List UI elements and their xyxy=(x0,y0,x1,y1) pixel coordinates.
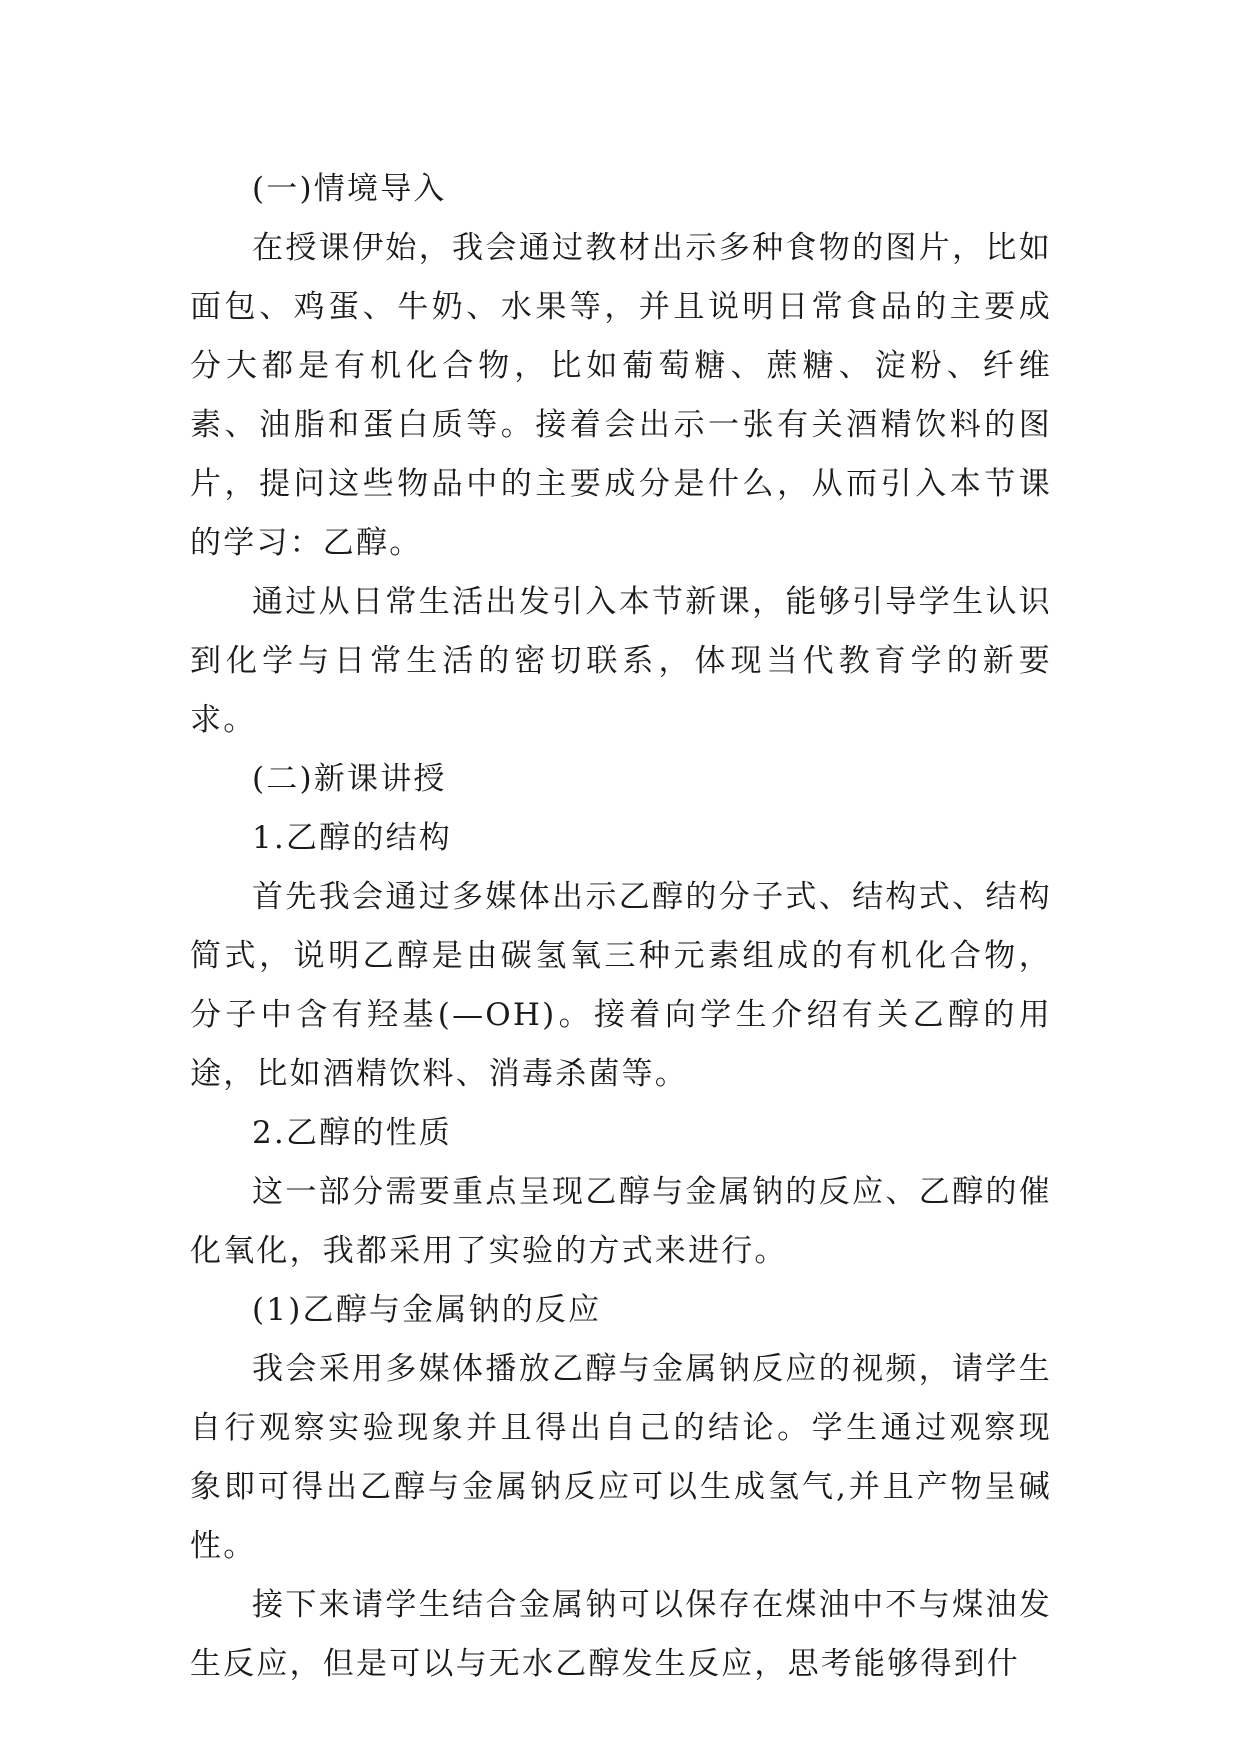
paragraph-properties: 这一部分需要重点呈现乙醇与金属钠的反应、乙醇的催化氧化，我都采用了实验的方式来进行。 xyxy=(190,1174,1052,1269)
paragraph-sodium-thinking: 接下来请学生结合金属钠可以保存在煤油中不与煤油发生反应，但是可以与无水乙醇发生反应，思考能够得到什 xyxy=(190,1587,1052,1682)
paragraph-sodium-video: 我会采用多媒体播放乙醇与金属钠反应的视频，请学生自行观察实验现象并且得出自己的结论。学生通过观察现象即可得出乙醇与金属钠反应可以生成氢气,并且产物呈碱性。 xyxy=(190,1351,1052,1564)
subheading-sodium-reaction: (1)乙醇与金属钠的反应 xyxy=(252,1292,602,1328)
paragraph-intro-purpose: 通过从日常生活出发引入本节新课，能够引导学生认识到化学与日常生活的密切联系，体现当代教育学的新要求。 xyxy=(190,584,1052,738)
paragraph-structure: 首先我会通过多媒体出示乙醇的分子式、结构式、结构简式，说明乙醇是由碳氢氧三种元素组成的有机化合物，分子中含有羟基(—OH)。接着向学生介绍有关乙醇的用途，比如酒精饮料、消毒杀菌等。 xyxy=(190,879,1052,1092)
subheading-properties: 2.乙醇的性质 xyxy=(252,1115,452,1151)
document-body xyxy=(190,160,1052,1694)
subheading-structure: 1.乙醇的结构 xyxy=(252,820,452,856)
paragraph-intro: 在授课伊始，我会通过教材出示多种食物的图片，比如面包、鸡蛋、牛奶、水果等，并且说明日常食品的主要成分大都是有机化合物，比如葡萄糖、蔗糖、淀粉、纤维素、油脂和蛋白质等。接着会出示一张有关酒精饮料的图片，提问这些物品中的主要成分是什么，从而引入本节课的学习：乙醇。 xyxy=(190,230,1052,561)
section-heading-situation: (一)情境导入 xyxy=(252,171,447,207)
section-heading-new-lesson: (二)新课讲授 xyxy=(252,761,447,797)
